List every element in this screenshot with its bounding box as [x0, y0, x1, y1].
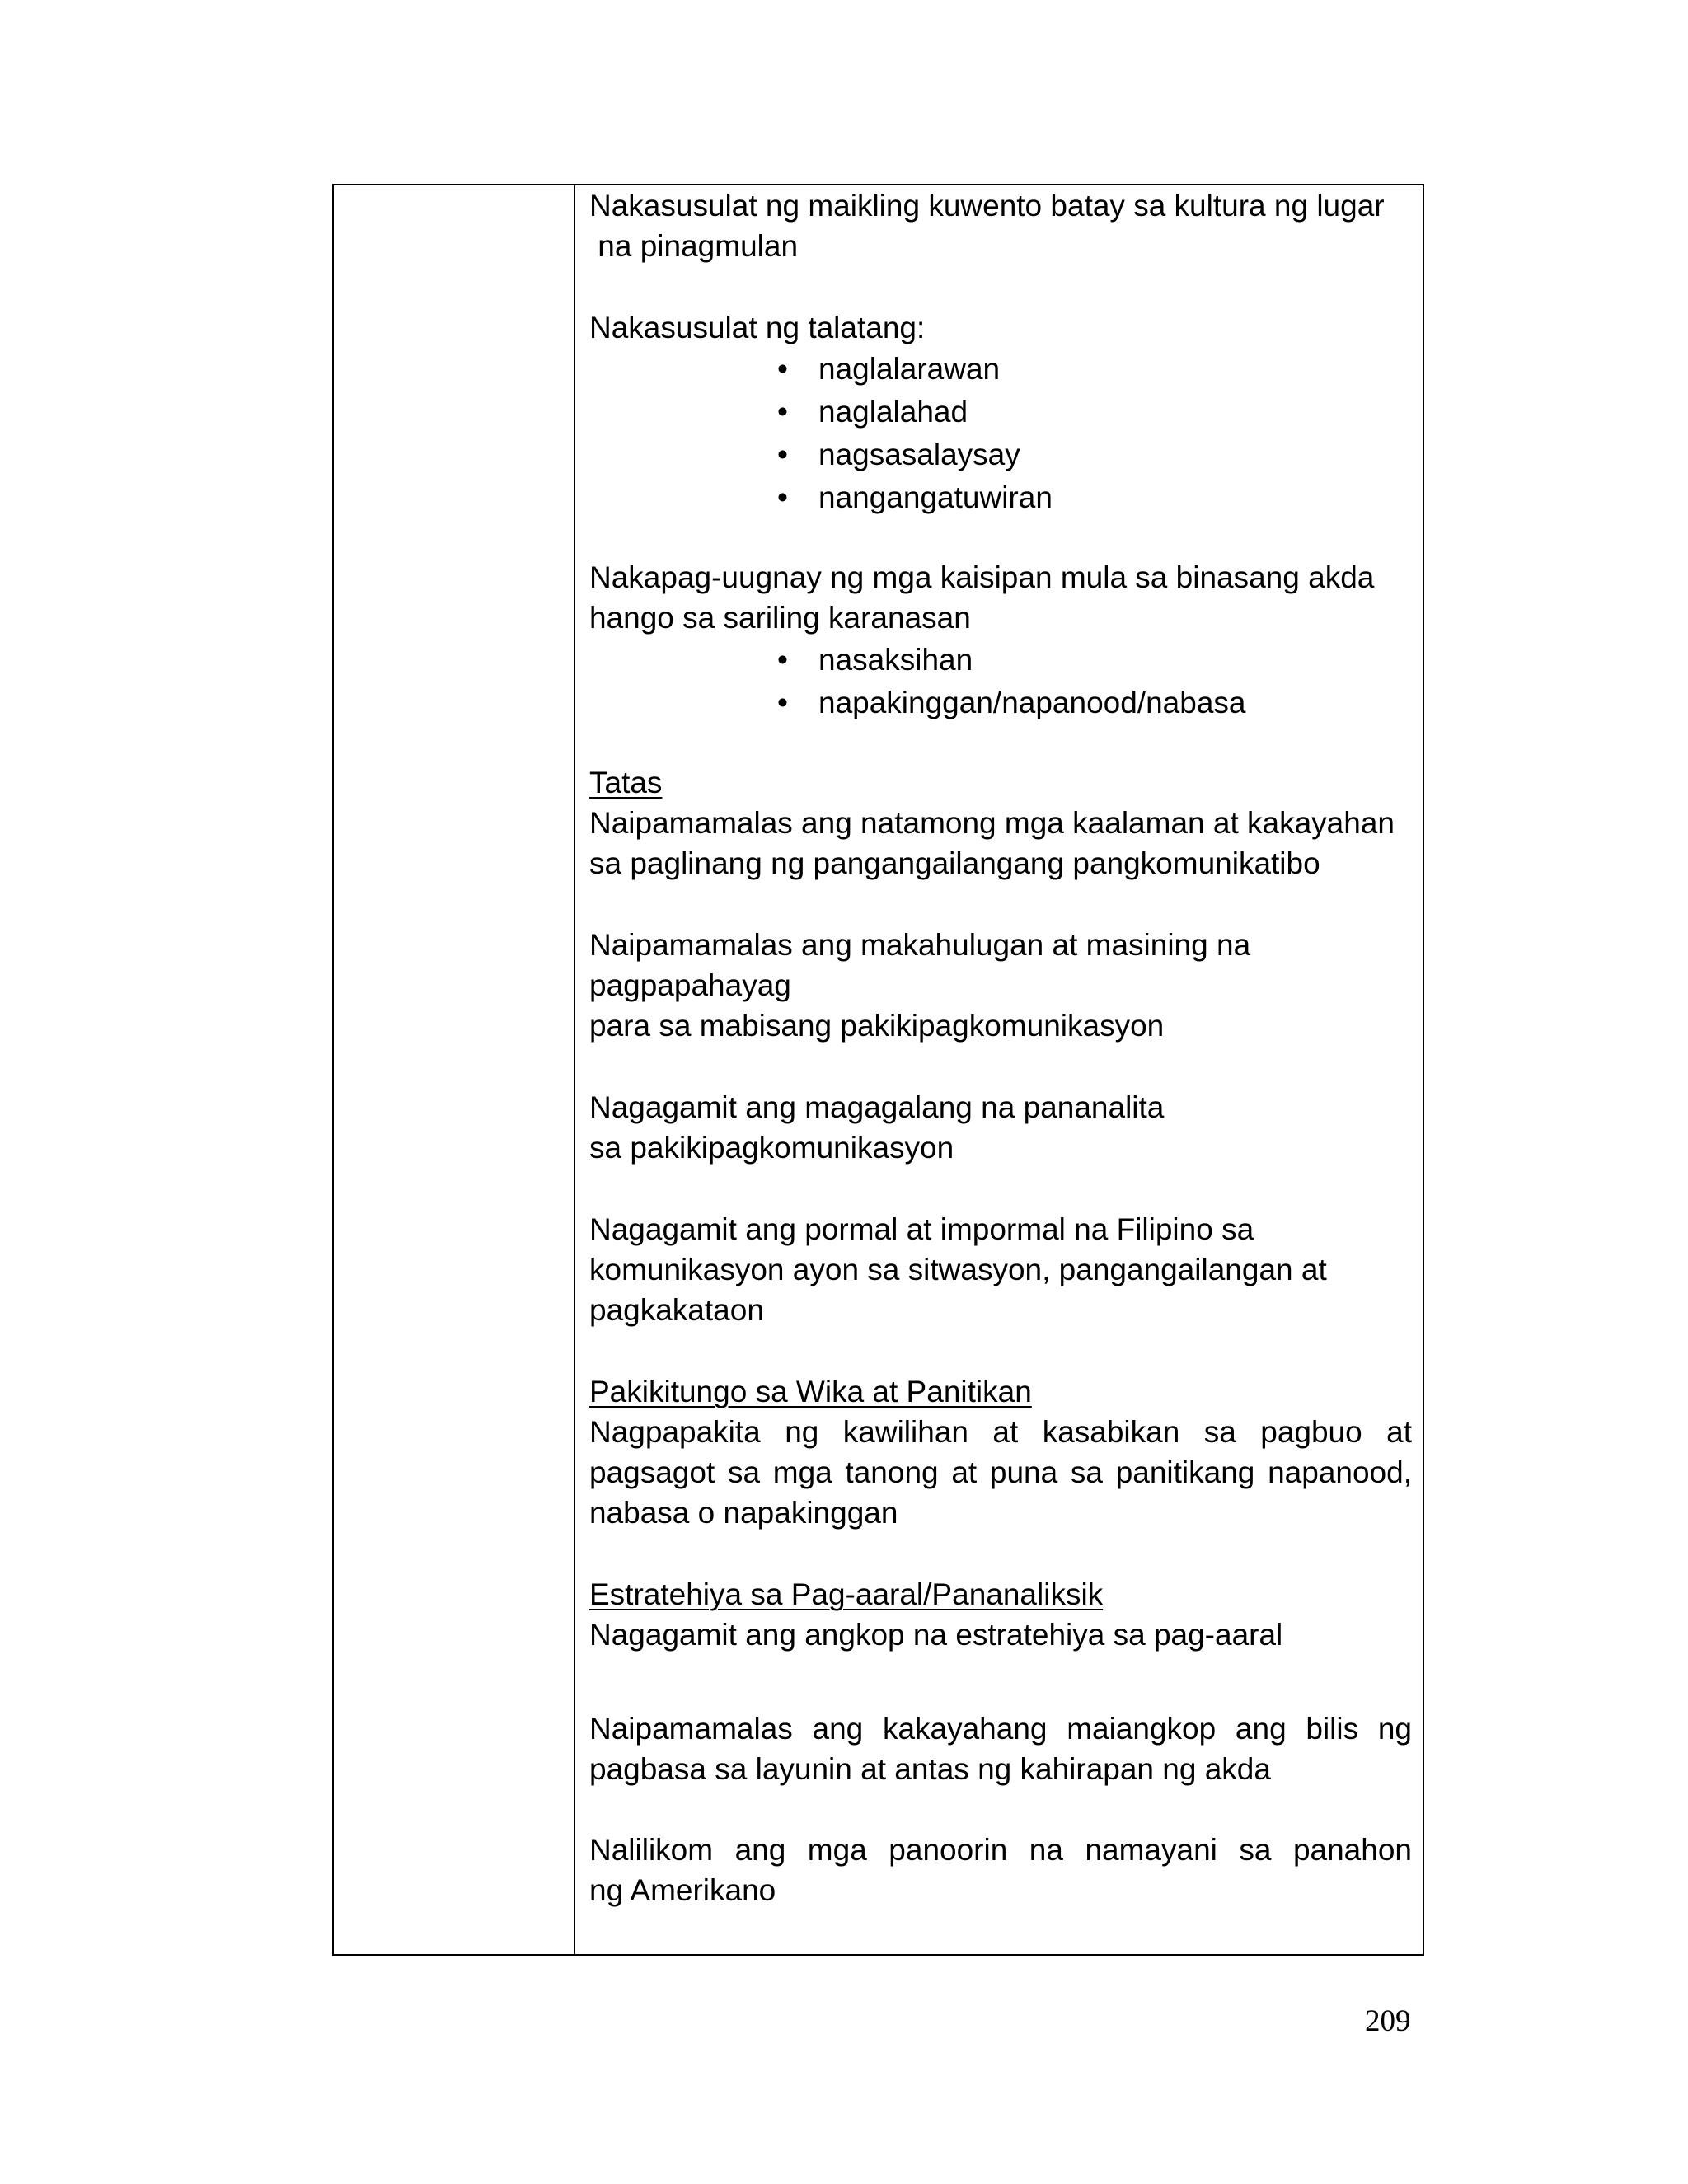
p4-line-1: Naipamamalas ang natamong mga kaalaman at kakayahan	[589, 806, 1395, 840]
list-item: naglalahad	[818, 395, 968, 429]
p9-line-1: Nagagamit ang angkop na estratehiya sa pag-aaral	[589, 1618, 1283, 1652]
bullet-icon: •	[777, 480, 788, 514]
p4-line-2: sa paglinang ng pangangailangang pangkomunikatibo	[589, 846, 1320, 880]
p7-line-2: komunikasyon ayon sa sitwasyon, pangangailangan at	[589, 1253, 1327, 1286]
p8-line-2: pagsagot sa mga tanong at puna sa panitikang napanood,	[589, 1455, 1412, 1489]
p1-line-1: Nakasusulat ng maikling kuwento batay sa kultura ng lugar	[589, 189, 1385, 223]
p8-line-1: Nagpapakita ng kawilihan at kasabikan sa pagbuo at	[589, 1415, 1412, 1449]
curriculum-table	[332, 184, 1424, 1956]
list-item: nagsasalaysay	[818, 438, 1020, 471]
p5-line-2: pagpapahayag	[589, 968, 791, 1002]
p8-line-3: nabasa o napakinggan	[589, 1496, 898, 1530]
list-item: nangangatuwiran	[818, 480, 1053, 514]
p3-line-1: Nakapag-uugnay ng mga kaisipan mula sa binasang akda	[589, 560, 1375, 594]
bullet-icon: •	[777, 686, 788, 719]
p7-line-3: pagkakataon	[589, 1293, 764, 1327]
list-item: napakinggan/napanood/nabasa	[818, 686, 1246, 719]
tatas-heading: Tatas	[589, 766, 663, 799]
p10-line-1: Naipamamalas ang kakayahang maiangkop ang bilis ng	[589, 1712, 1412, 1746]
p10-line-2: pagbasa sa layunin at antas ng kahirapan ng akda	[589, 1752, 1271, 1786]
page-number: 209	[1365, 2004, 1411, 2038]
p5-line-3: para sa mabisang pakikipagkomunikasyon	[589, 1009, 1165, 1043]
p6-line-2: sa pakikipagkomunikasyon	[589, 1131, 954, 1165]
list-item: naglalarawan	[818, 352, 1001, 386]
p5-line-1: Naipamamalas ang makahulugan at masining na	[589, 928, 1251, 962]
p2-intro: Nakasusulat ng talatang:	[589, 311, 926, 344]
bullet-icon: •	[777, 643, 788, 677]
p6-line-1: Nagagamit ang magagalang na pananalita	[589, 1090, 1165, 1124]
bullet-icon: •	[777, 395, 788, 429]
estratehiya-heading: Estratehiya sa Pag-aaral/Pananaliksik	[589, 1577, 1104, 1611]
p1-line-2: na pinagmulan	[589, 229, 799, 263]
table-left-cell	[334, 185, 575, 1954]
pakikitungo-heading: Pakikitungo sa Wika at Panitikan	[589, 1375, 1032, 1408]
list-item: nasaksihan	[818, 643, 973, 677]
bullet-icon: •	[777, 438, 788, 471]
p11-line-1: Nalilikom ang mga panoorin na namayani sa panahon	[589, 1833, 1412, 1867]
p7-line-1: Nagagamit ang pormal at impormal na Filipino sa	[589, 1212, 1254, 1246]
bullet-icon: •	[777, 352, 788, 386]
p11-line-2: ng Amerikano	[589, 1873, 776, 1907]
p3-line-2: hango sa sariling karanasan	[589, 601, 971, 635]
